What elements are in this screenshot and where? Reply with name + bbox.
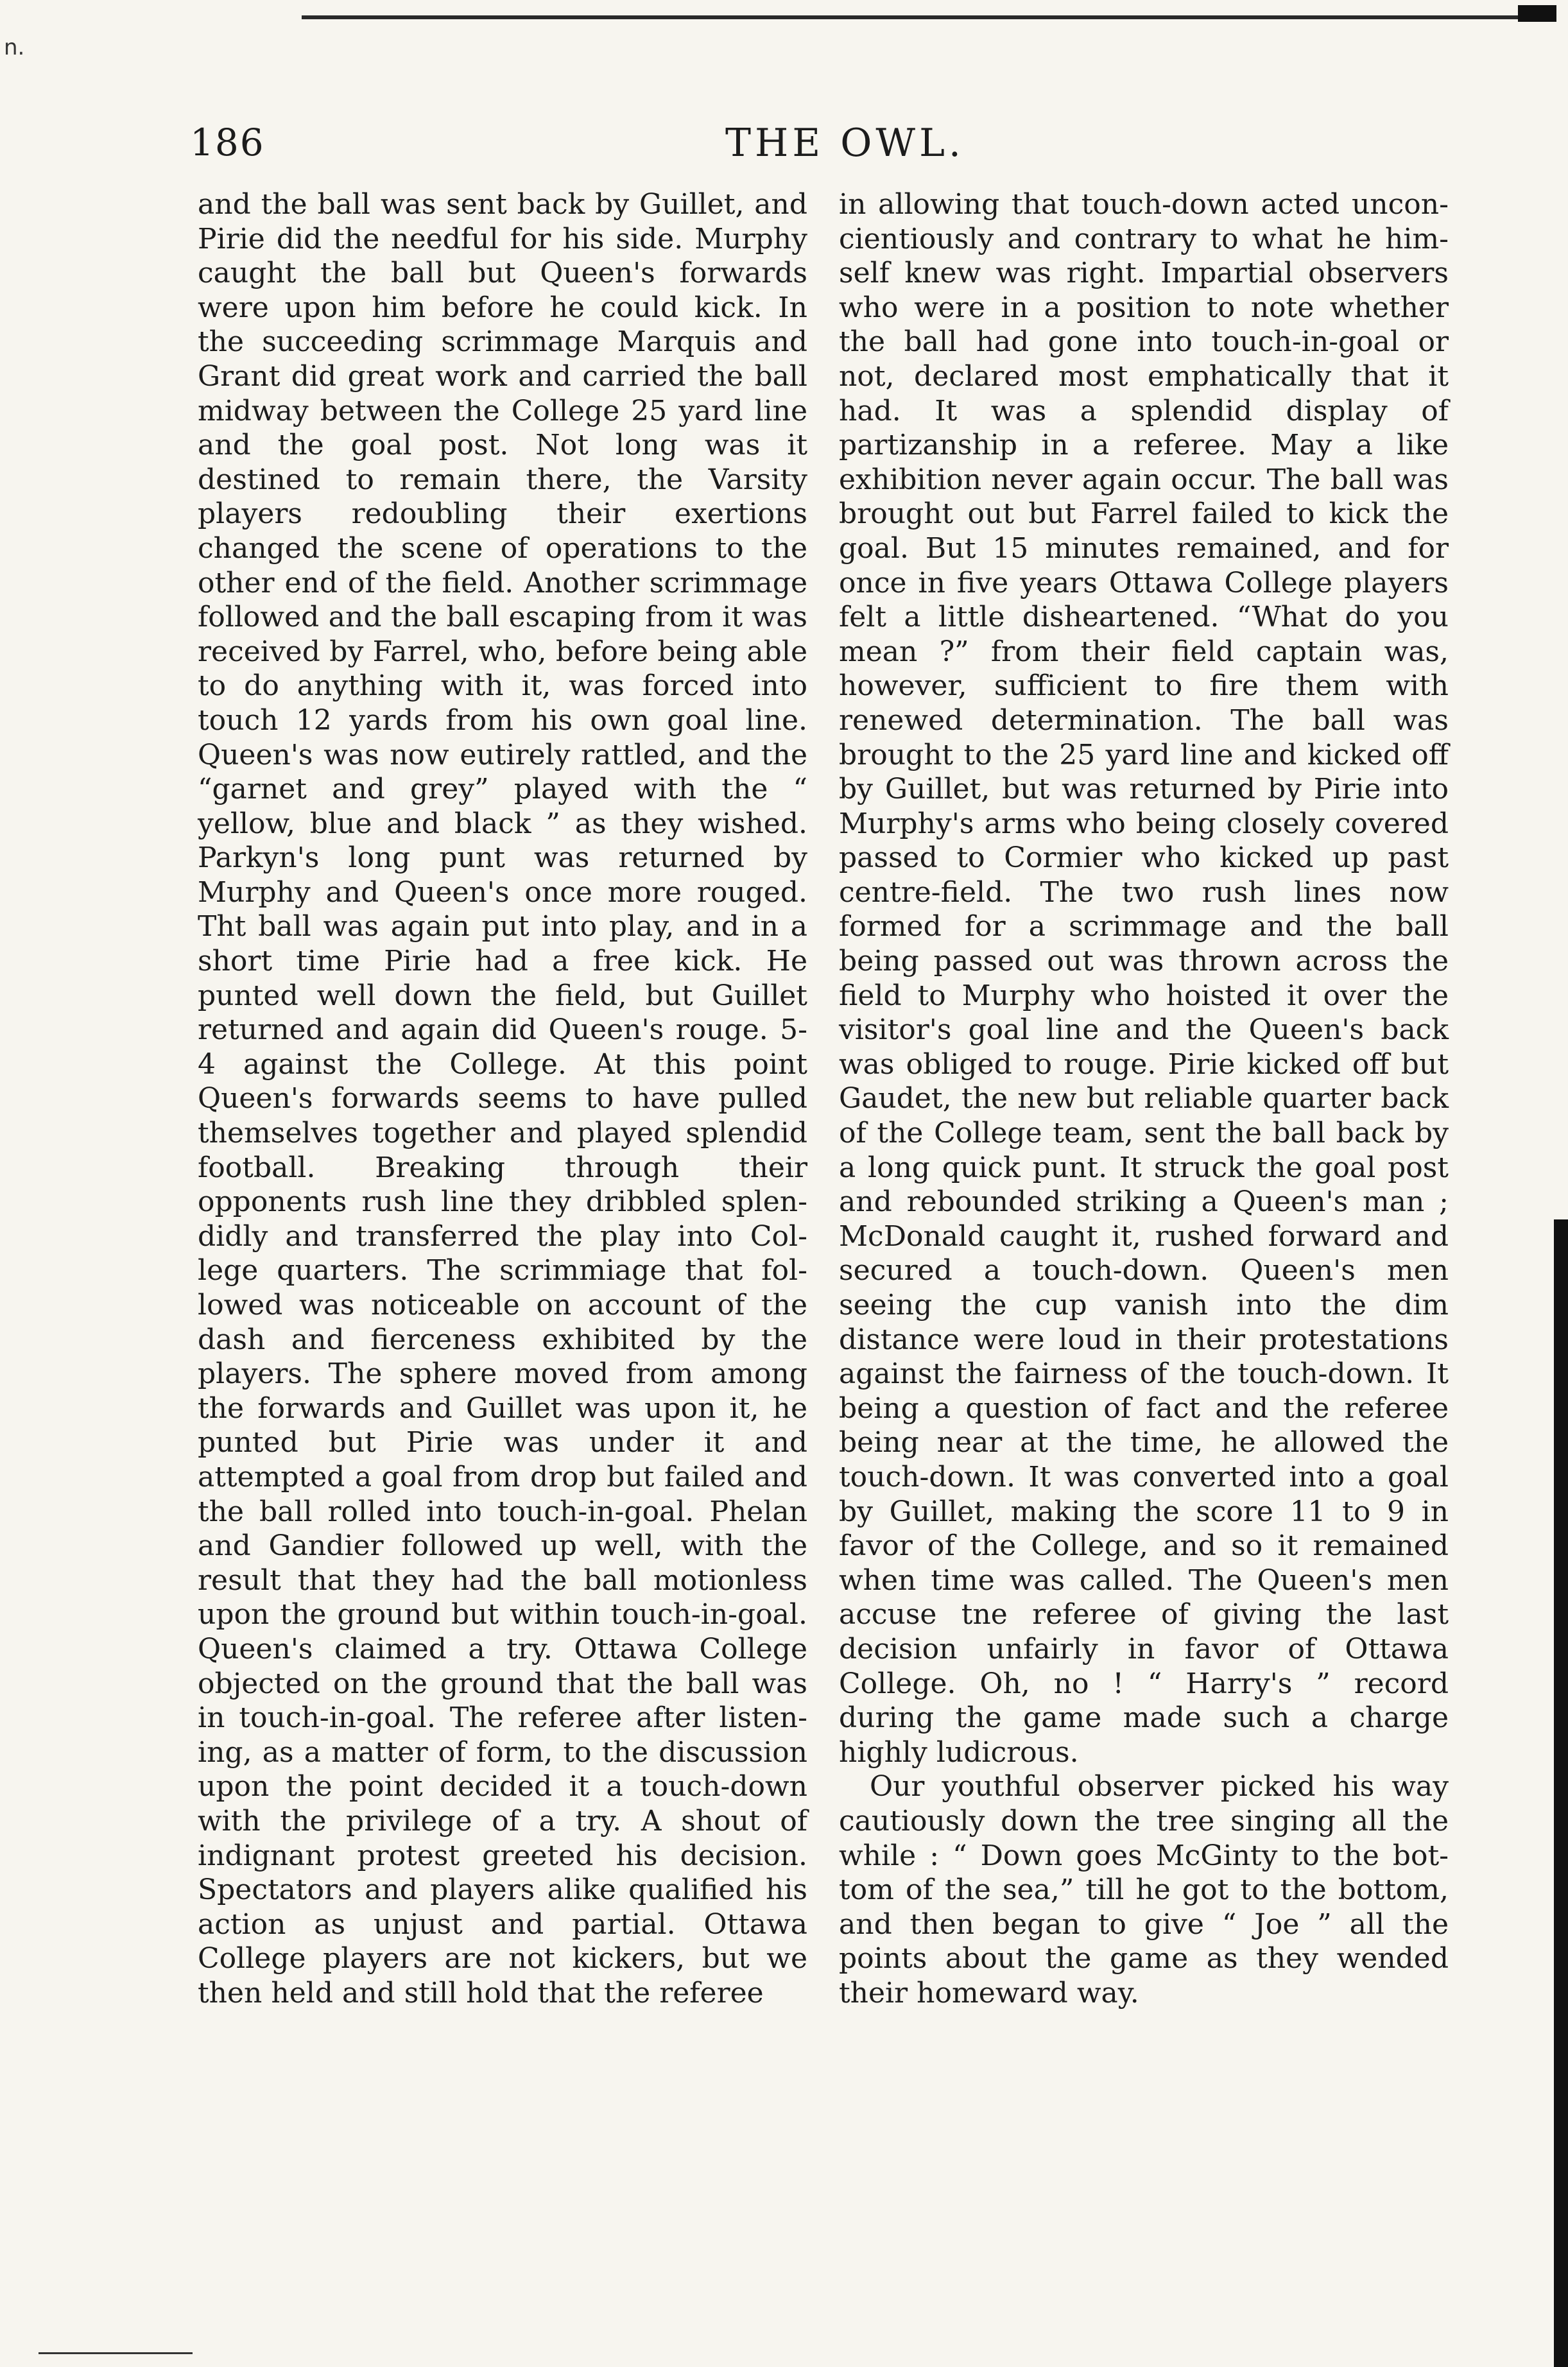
page-number: 186 xyxy=(190,121,265,164)
top-rule-ink-mark xyxy=(1518,5,1556,22)
corner-mark: n. xyxy=(4,35,25,60)
left-column-paragraph-1: and the ball was sent back by Guillet, and Pirie did the needful for his side. Murphy caught the ball but Queen's forwards were upon him before he could kick. In the succeeding scrimmage Marquis and Grant did great work and carried the ball midway between the College 25 yard line and the goal post. Not long was it destined to remain there, the Varsity players redoubling their exertions changed the scene of operations to the other end of the field. Another scrimmage followed and the ball escaping from it was received by Farrel, who, before being able to do anything with it, was forced into touch 12 yards from his own goal line. Queen's was now eutirely rattled, and the “garnet and grey” played with the “ yellow, blue and black ” as they wished. Parkyn's long punt was returned by Murphy and Queen's once more rouged. Tht ball was again put into play, and in a short time Pirie had a free kick. He punted well down the field, but Guillet returned and again did Queen's rouge. 5-4 against the College. At this point Queen's forwards seems to have pulled themselves together and played splendid football. Breaking through their opponents rush line they dribbled splendidly and transferred the play into College quarters. The scrimmiage that followed was noticeable on account of the dash and fierceness exhibited by the players. The sphere moved from among the forwards and Guillet was upon it, he punted but Pirie was under it and attempted a goal from drop but failed and the ball rolled into touch-in-goal. Phelan and Gandier followed up well, with the result that they had the ball motionless upon the ground but within touch-in-goal. Queen's claimed a try. Ottawa College objected on the ground that the ball was in touch-in-goal. The referee after listening, as a matter of form, to the discussion upon the point decided it a touch-down with the privilege of a try. A shout of indignant protest greeted his decision. Spectators and players alike qualified his action as unjust and partial. Ottawa College players are not kickers, but we then held and still hold that the referee xyxy=(198,188,807,2010)
right-edge-shadow xyxy=(1554,1219,1568,2367)
right-column-paragraph-2: Our youthful observer picked his way cautiously down the tree singing all the while : “ Down goes McGinty to the bottom of the sea,” till he got to the bottom, and then began to give “ Joe ” all the points about the game as they wended their homeward way. xyxy=(839,1770,1449,2010)
top-rule xyxy=(302,15,1531,19)
running-head: THE OWL. xyxy=(725,121,965,166)
right-column xyxy=(839,187,1449,2010)
right-column-paragraph-1: in allowing that touch-down acted unconcientiously and contrary to what he himself knew was right. Impartial observers who were in a position to note whether the ball had gone into touch-in-goal or not, declared most emphatically that it had. It was a splendid display of partizanship in a referee. May a like exhibition never again occur. The ball was brought out but Farrel failed to kick the goal. But 15 minutes remained, and for once in five years Ottawa College players felt a little disheartened. “What do you mean ?” from their field captain was, however, sufficient to fire them with renewed determination. The ball was brought to the 25 yard line and kicked off by Guillet, but was returned by Pirie into Murphy's arms who being closely covered passed to Cormier who kicked up past centre-field. The two rush lines now formed for a scrimmage and the ball being passed out was thrown across the field to Murphy who hoisted it over the visitor's goal line and the Queen's back was obliged to rouge. Pirie kicked off but Gaudet, the new but reliable quarter back of the College team, sent the ball back by a long quick punt. It struck the goal post and rebounded striking a Queen's man ; McDonald caught it, rushed forward and secured a touch-down. Queen's men seeing the cup vanish into the dim distance were loud in their protestations against the fairness of the touch-down. It being a question of fact and the referee being near at the time, he allowed the touch-down. It was converted into a goal by Guillet, making the score 11 to 9 in favor of the College, and so it remained when time was called. The Queen's men accuse tne referee of giving the last decision unfairly in favor of Ottawa College. Oh, no ! “ Harry's ” record during the game made such a charge highly ludicrous. xyxy=(839,188,1449,1769)
bottom-mark xyxy=(39,2352,193,2354)
left-column xyxy=(198,187,807,2010)
